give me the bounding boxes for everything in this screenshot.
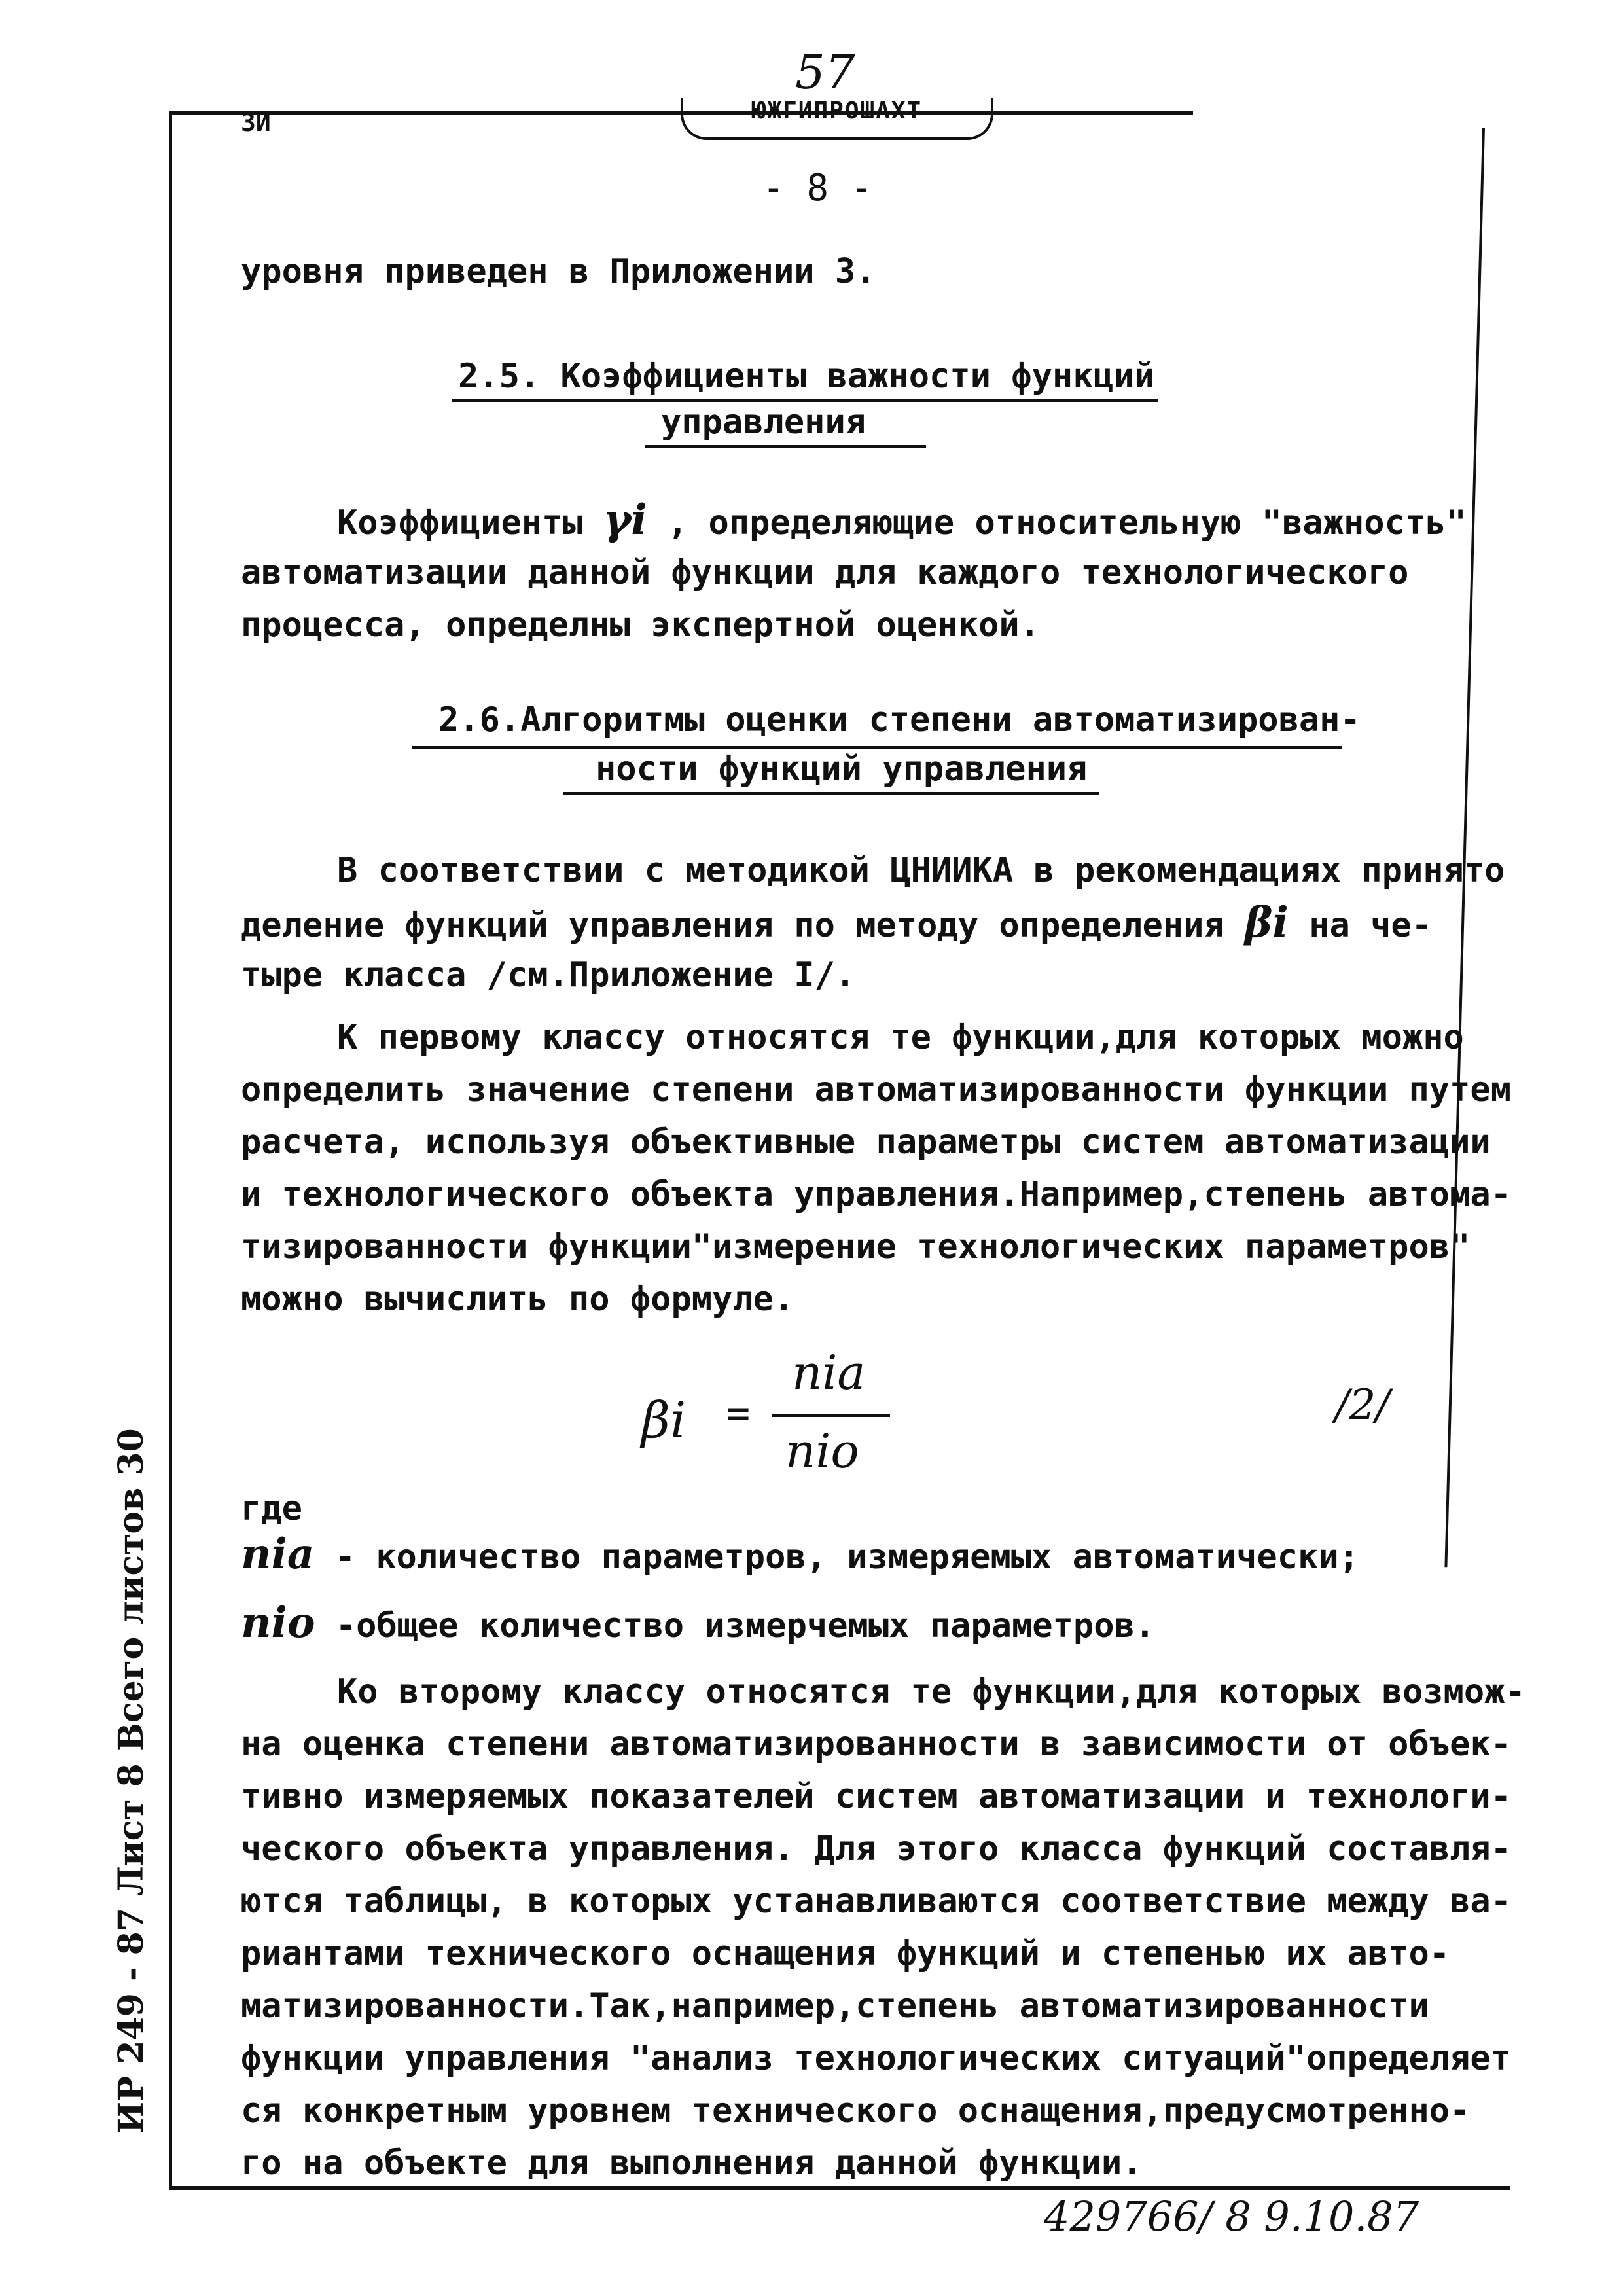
text-line: тыре класса /см.Приложение I/. xyxy=(241,956,856,995)
beta-symbol: βi xyxy=(1245,898,1289,947)
text-line: ются таблицы, в которых устанавливаются соответствие между ва- xyxy=(241,1882,1512,1921)
text-line: уровня приведен в Приложении 3. xyxy=(241,252,876,291)
fraction-bar xyxy=(772,1414,890,1417)
sheet-info-vertical: ИР 249 - 87 Лист 8 Всего листов 30 xyxy=(111,1428,151,2134)
heading-underline xyxy=(645,445,926,448)
sheet-number: - 8 - xyxy=(762,167,873,209)
frame-code: ЗИ xyxy=(241,108,271,137)
text-line: риантами технического оснащения функций и степенью их авто- xyxy=(241,1934,1450,1973)
text-line: функции управления "анализ технологических ситуаций"определяет xyxy=(241,2039,1512,2078)
text-line: где xyxy=(241,1489,302,1528)
heading-underline xyxy=(452,399,1158,402)
text-line: можно вычислить по формуле. xyxy=(241,1280,794,1319)
heading-underline xyxy=(412,746,1342,749)
formula-lhs: βi xyxy=(641,1391,687,1449)
text-line: го на объекте для выполнения данной функции. xyxy=(241,2144,1143,2183)
text-span: на че- xyxy=(1309,906,1432,945)
text-span: -общее количество измерчемых параметров. xyxy=(335,1606,1156,1645)
section-heading-2-5-cont: управления xyxy=(661,403,866,442)
formula xyxy=(641,1345,1099,1489)
text-span: деление функций управления по методу определения xyxy=(241,906,1224,945)
text-line: на оценка степени автоматизированности в зависимости от объек- xyxy=(241,1725,1512,1764)
frame-left-border xyxy=(169,111,172,2189)
text-line xyxy=(337,495,1467,545)
frame-bottom-border xyxy=(169,2186,1510,2190)
text-span: , определяющие относительную "важность" xyxy=(667,503,1467,543)
text-line: тивно измеряемых показателей систем автоматизации и технологи- xyxy=(241,1777,1512,1816)
formula-denominator: nio xyxy=(785,1424,859,1479)
gamma-symbol: γi xyxy=(603,495,647,545)
heading-underline xyxy=(563,792,1099,795)
section-heading-2-5: 2.5. Коэффициенты важности функций xyxy=(458,357,1155,396)
text-line: Ко второму классу относятся те функции,для которых возмож- xyxy=(337,1672,1525,1712)
formula-number: /2/ xyxy=(1335,1381,1390,1429)
text-line: матизированности.Так,например,степень автоматизированности xyxy=(241,1986,1429,2026)
text-span: Коэффициенты xyxy=(337,503,583,543)
text-line: автоматизации данной функции для каждого технологического xyxy=(241,553,1409,592)
text-line: тизированности функции"измерение технологических параметров" xyxy=(241,1227,1471,1266)
text-span: - количество параметров, измеряемых автоматически; xyxy=(334,1537,1359,1577)
definition-line xyxy=(241,1598,1156,1647)
text-line: расчета, используя объективные параметры систем автоматизации xyxy=(241,1122,1491,1162)
formula-equals: = xyxy=(726,1391,751,1437)
text-line: ся конкретным уровнем технического оснащения,предусмотренно- xyxy=(241,2091,1471,2130)
text-line: В соответствии с методикой ЦНИИКА в рекомендациях принято xyxy=(337,851,1505,890)
text-line: определить значение степени автоматизированности функции путем xyxy=(241,1070,1512,1109)
handwritten-registration-note: 429766/ 8 9.10.87 xyxy=(1044,2193,1419,2240)
text-line: процесса, определны экспертной оценкой. xyxy=(241,605,1040,645)
formula-numerator: nia xyxy=(792,1345,866,1400)
variable-symbol: nio xyxy=(241,1598,315,1647)
text-line: ческого объекта управления. Для этого класса функций составля- xyxy=(241,1829,1512,1869)
variable-symbol: nia xyxy=(241,1530,315,1579)
organization-stamp: ЮЖГИПРОШАХТ xyxy=(681,98,993,140)
page-number: 57 xyxy=(795,45,855,99)
frame-right-border xyxy=(1444,128,1485,1567)
section-heading-2-6-cont: ности функций управления xyxy=(596,749,1088,789)
text-line: К первому классу относятся те функции,для которых можно xyxy=(337,1018,1464,1057)
definition-line xyxy=(241,1530,1359,1579)
text-line: и технологического объекта управления.Например,степень автома- xyxy=(241,1175,1512,1214)
text-line xyxy=(241,898,1432,947)
section-heading-2-6: 2.6.Алгоритмы оценки степени автоматизирован- xyxy=(438,700,1361,740)
